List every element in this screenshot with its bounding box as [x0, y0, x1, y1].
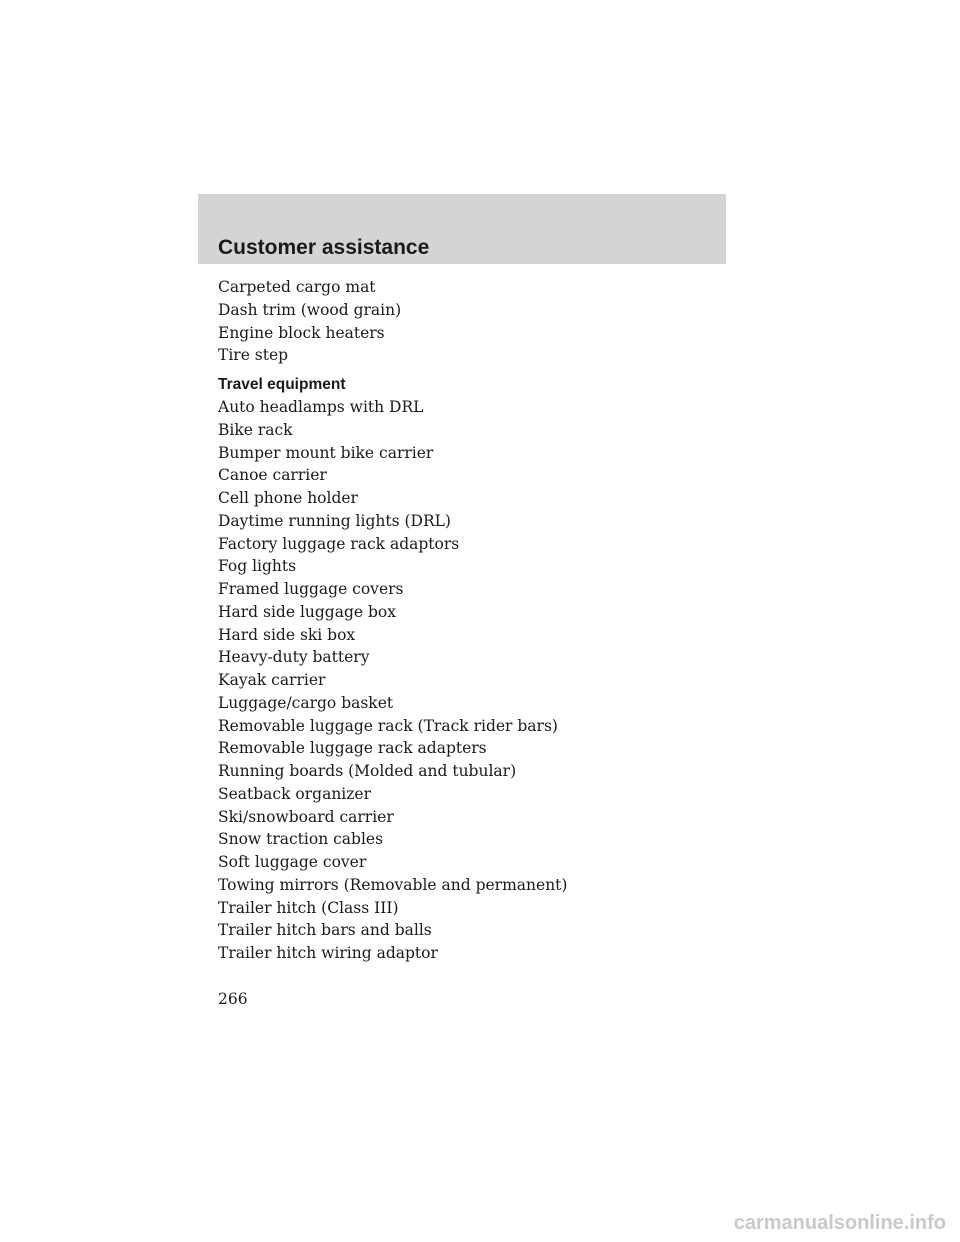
- list-item: Tire step: [218, 346, 289, 365]
- list-item: Removable luggage rack (Track rider bars): [218, 716, 558, 735]
- list-item: Framed luggage covers: [218, 580, 404, 598]
- list-item: Canoe carrier: [218, 466, 327, 485]
- travel-equipment-heading: Travel equipment: [218, 376, 346, 393]
- list-item: Seatback organizer: [218, 784, 372, 803]
- section-title: Customer assistance: [218, 236, 430, 259]
- list-item: Soft luggage cover: [218, 853, 367, 871]
- list-item: Kayak carrier: [218, 671, 326, 689]
- travel-equipment-list: [218, 396, 718, 965]
- page-number: 266: [218, 990, 248, 1008]
- list-item: Snow traction cables: [218, 830, 384, 849]
- list-item: Factory luggage rack adaptors: [218, 534, 460, 553]
- list-item: Auto headlamps with DRL: [218, 398, 424, 416]
- top-accessory-list: [218, 276, 718, 367]
- list-item: Dash trim (wood grain): [218, 300, 402, 319]
- list-item: Towing mirrors (Removable and permanent): [218, 875, 568, 894]
- list-item: Carpeted cargo mat: [218, 278, 376, 296]
- list-item: Removable luggage rack adapters: [218, 739, 487, 758]
- list-item: Bumper mount bike carrier: [218, 443, 434, 462]
- list-item: Cell phone holder: [218, 489, 358, 507]
- section-header: [198, 194, 726, 264]
- list-item: Fog lights: [218, 557, 297, 576]
- site-watermark: carmanualsonline.info: [733, 1212, 946, 1234]
- list-item: Heavy-duty battery: [218, 648, 370, 667]
- list-item: Hard side ski box: [218, 625, 356, 644]
- page-content: [218, 276, 718, 965]
- list-item: Luggage/cargo basket: [218, 693, 394, 712]
- list-item: Trailer hitch wiring adaptor: [218, 944, 438, 962]
- list-item: Ski/snowboard carrier: [218, 807, 394, 826]
- list-item: Daytime running lights (DRL): [218, 511, 451, 530]
- list-item: Bike rack: [218, 420, 293, 439]
- list-item: Trailer hitch bars and balls: [218, 921, 432, 940]
- list-item: Engine block heaters: [218, 323, 385, 342]
- list-item: Trailer hitch (Class III): [218, 898, 399, 917]
- list-item: Running boards (Molded and tubular): [218, 762, 517, 780]
- list-item: Hard side luggage box: [218, 602, 396, 621]
